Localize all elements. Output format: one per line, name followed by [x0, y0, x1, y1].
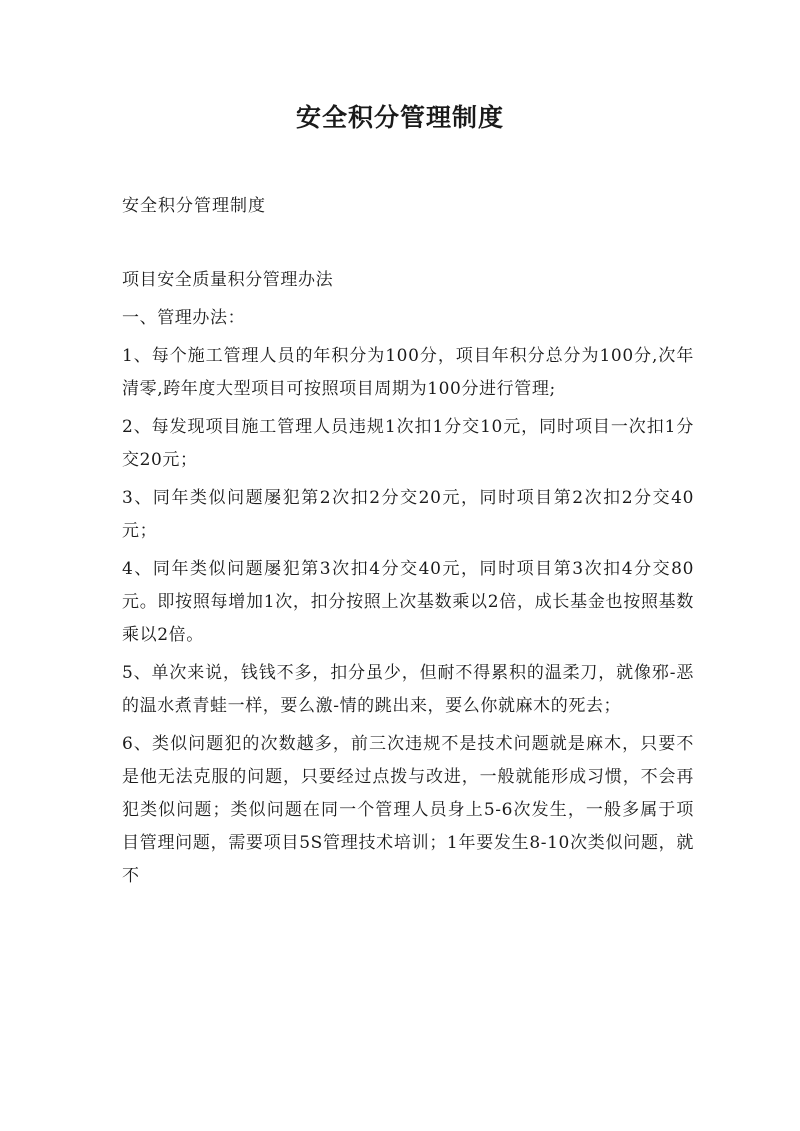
document-subtitle: 安全积分管理制度: [122, 196, 266, 216]
document-body: [122, 264, 694, 898]
paragraph-item-3: 3、同年类似问题屡犯第2次扣2分交20元，同时项目第2次扣2分交40元；: [122, 488, 694, 541]
subsection-heading: 一、管理办法：: [122, 308, 246, 328]
section-heading: 项目安全质量积分管理办法: [122, 270, 334, 290]
paragraph-item-5: 5、单次来说，钱钱不多，扣分虽少，但耐不得累积的温柔刀，就像邪-恶的温水煮青蛙一样，要么激-情的跳出来，要么你就麻木的死去；: [122, 663, 694, 716]
paragraph-item-4: 4、同年类似问题屡犯第3次扣4分交40元，同时项目第3次扣4分交80元。即按照每增加1次，扣分按照上次基数乘以2倍，成长基金也按照基数乘以2倍。: [122, 559, 694, 645]
paragraph-item-1: 1、每个施工管理人员的年积分为100分，项目年积分总分为100分,次年清零,跨年度大型项目可按照项目周期为100分进行管理;: [122, 346, 694, 399]
paragraph-item-2: 2、每发现项目施工管理人员违规1次扣1分交10元，同时项目一次扣1分交20元；: [122, 417, 694, 470]
document-title: 安全积分管理制度: [295, 103, 504, 132]
paragraph-item-6: 6、类似问题犯的次数越多，前三次违规不是技术问题就是麻木，只要不是他无法克服的问题，只要经过点拨与改进，一般就能形成习惯，不会再犯类似问题；类似问题在同一个管理人员身上5-6次发生，一般多属于项目管理问题，需要项目5S管理技术培训；1年要发生8-10次类似问题，就不: [122, 734, 694, 886]
